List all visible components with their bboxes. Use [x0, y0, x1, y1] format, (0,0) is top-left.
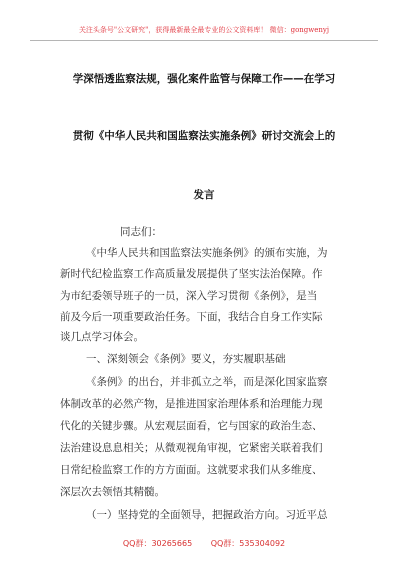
header-divider: [30, 40, 378, 41]
section-heading: 一、深刻领会《条例》要义，夯实履职基础: [86, 353, 286, 365]
body-paragraph-line: 谈几点学习体会。: [60, 331, 144, 343]
body-paragraph-line: 《中华人民共和国监察法实施条例》的颁布实施，为: [86, 247, 328, 259]
salutation: 同志们：: [120, 226, 162, 238]
body-paragraph-line: 《条例》的出台，并非孤立之举，而是深化国家监察: [86, 376, 328, 388]
document-title-line-1: 学深悟透监察法规，强化案件监管与保障工作——在学习: [72, 73, 336, 85]
body-paragraph-line: 新时代纪检监察工作高质量发展提供了坚实法治保障。作: [60, 268, 323, 280]
document-title-line-3: 发言: [193, 189, 215, 201]
body-paragraph-line: 日常纪检监察工作的方方面面。这就要求我们从多维度、: [60, 464, 323, 476]
document-title-line-2: 贯彻《中华人民共和国监察法实施条例》研讨交流会上的: [72, 130, 336, 142]
body-paragraph-line: 法治建设息息相关；从微观视角审视，它紧密关联着我们: [60, 442, 323, 454]
page-footer: [30, 538, 378, 549]
page-header-banner: 关注头条号"公文研究"，获得最新最全最专业的公文资料库！ 微信：gongwenyj: [78, 26, 330, 34]
body-paragraph-line: 代化的关键步骤。从宏观层面看，它与国家的政治生态、: [60, 420, 323, 432]
body-paragraph-line: 深层次去领悟其精髓。: [60, 486, 165, 498]
footer-qq-group-1: QQ群：30265665: [122, 539, 193, 548]
body-paragraph-line: 体制改革的必然产物，是推进国家治理体系和治理能力现: [60, 398, 323, 410]
footer-qq-group-2: QQ群：535304092: [210, 539, 286, 548]
subsection-heading: （一）坚持党的全面领导，把握政治方向。习近平总: [86, 509, 328, 521]
body-paragraph-line: 为市纪委领导班子的一员，深入学习贯彻《条例》，是当: [60, 290, 318, 302]
body-paragraph-line: 前及今后一项重要政治任务。下面，我结合自身工作实际: [60, 311, 323, 323]
